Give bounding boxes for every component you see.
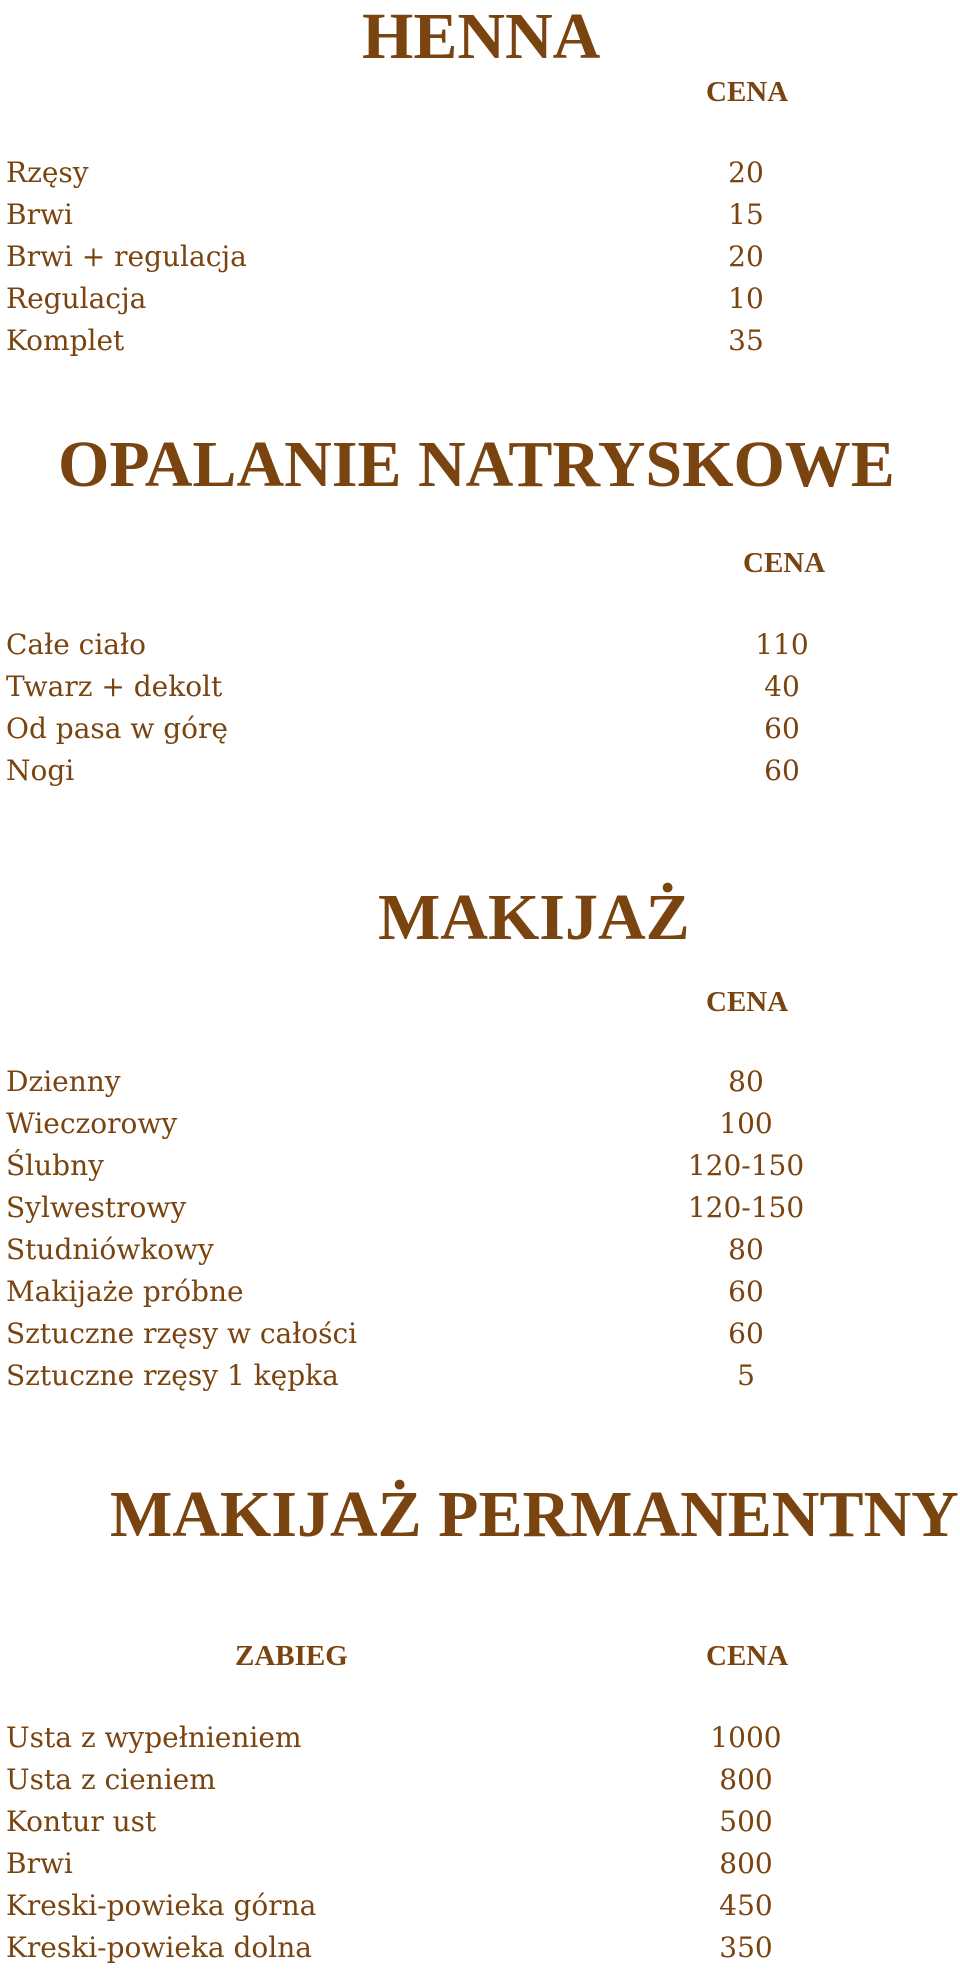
section-title: MAKIJAŻ (378, 881, 690, 954)
item-price: 35 (728, 324, 764, 357)
list-item (0, 1759, 960, 1801)
treatment-column-header: ZABIEG (235, 1640, 348, 1672)
item-name: Od pasa w górę (6, 712, 228, 745)
item-price: 20 (728, 156, 764, 189)
section-title: HENNA (362, 0, 601, 73)
item-price: 120-150 (687, 1191, 805, 1224)
item-name: Brwi (6, 198, 73, 231)
item-price: 450 (719, 1889, 773, 1922)
item-price: 1000 (710, 1721, 782, 1754)
list-item (0, 1271, 960, 1313)
item-price: 800 (719, 1763, 773, 1796)
list-item (0, 1843, 960, 1885)
item-name: Brwi + regulacja (6, 240, 247, 273)
item-price: 60 (764, 712, 800, 745)
item-price: 120-150 (687, 1149, 805, 1182)
list-item (0, 624, 960, 666)
item-name: Sztuczne rzęsy w całości (6, 1317, 358, 1350)
list-item (0, 278, 960, 320)
item-name: Rzęsy (6, 156, 89, 189)
item-name: Regulacja (6, 282, 147, 315)
item-name: Kontur ust (6, 1805, 157, 1838)
item-name: Sylwestrowy (6, 1191, 187, 1224)
item-name: Studniówkowy (6, 1233, 214, 1266)
section-title: MAKIJAŻ PERMANENTNY (110, 1478, 959, 1551)
item-price: 800 (719, 1847, 773, 1880)
list-item (0, 1229, 960, 1271)
item-name: Nogi (6, 754, 75, 787)
list-item (0, 194, 960, 236)
list-item (0, 320, 960, 362)
item-name: Brwi (6, 1847, 73, 1880)
list-item (0, 1103, 960, 1145)
item-price: 110 (755, 628, 809, 661)
item-name: Kreski-powieka górna (6, 1889, 317, 1922)
price-column-header: CENA (706, 986, 789, 1018)
list-item (0, 152, 960, 194)
item-name: Kreski-powieka dolna (6, 1931, 312, 1964)
item-name: Makijaże próbne (6, 1275, 244, 1308)
item-price: 60 (764, 754, 800, 787)
list-item (0, 708, 960, 750)
item-name: Całe ciało (6, 628, 146, 661)
list-item (0, 1061, 960, 1103)
list-item (0, 1927, 960, 1969)
item-price: 40 (764, 670, 800, 703)
item-name: Komplet (6, 324, 125, 357)
item-name: Usta z cieniem (6, 1763, 216, 1796)
list-item (0, 666, 960, 708)
price-column-header: CENA (706, 76, 789, 108)
item-price: 500 (719, 1805, 773, 1838)
list-item (0, 1717, 960, 1759)
item-price: 10 (728, 282, 764, 315)
list-item (0, 1355, 960, 1397)
item-price: 350 (719, 1931, 773, 1964)
item-price: 60 (728, 1317, 764, 1350)
list-item (0, 1801, 960, 1843)
section-title: OPALANIE NATRYSKOWE (58, 428, 895, 501)
list-item (0, 750, 960, 792)
list-item (0, 1145, 960, 1187)
item-name: Wieczorowy (6, 1107, 178, 1140)
item-name: Sztuczne rzęsy 1 kępka (6, 1359, 339, 1392)
price-column-header: CENA (706, 1640, 789, 1672)
item-price: 15 (728, 198, 764, 231)
price-column-header: CENA (743, 547, 826, 579)
item-price: 80 (728, 1065, 764, 1098)
list-item (0, 1885, 960, 1927)
list-item (0, 236, 960, 278)
item-name: Twarz + dekolt (6, 670, 223, 703)
item-name: Usta z wypełnieniem (6, 1721, 302, 1754)
item-price: 5 (737, 1359, 755, 1392)
item-price: 80 (728, 1233, 764, 1266)
list-item (0, 1187, 960, 1229)
item-price: 60 (728, 1275, 764, 1308)
item-name: Dzienny (6, 1065, 121, 1098)
list-item (0, 1313, 960, 1355)
item-price: 100 (719, 1107, 773, 1140)
item-name: Ślubny (6, 1149, 104, 1182)
item-price: 20 (728, 240, 764, 273)
